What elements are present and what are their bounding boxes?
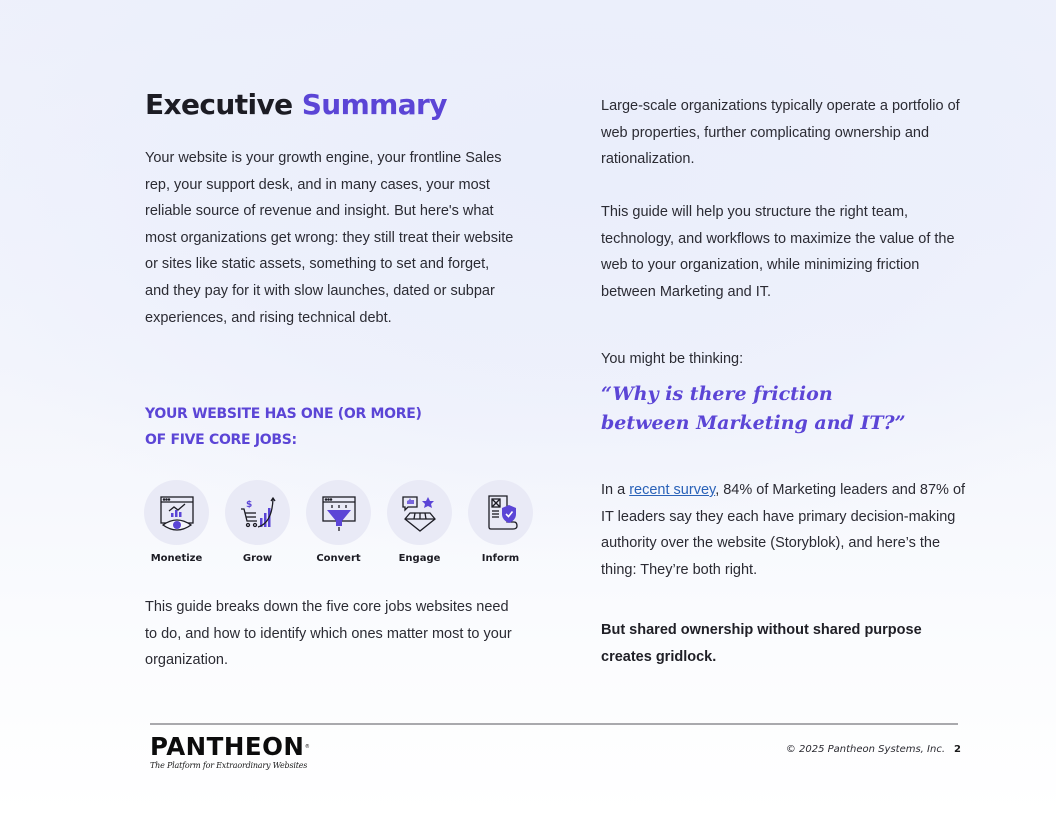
pull-quote (601, 380, 981, 438)
jobs-heading-line-1: YOUR WEBSITE HAS ONE (OR MORE) (145, 406, 422, 422)
core-jobs-row (144, 480, 533, 564)
engage-icon (387, 480, 452, 545)
title-part-2-accent: Summary (301, 88, 447, 121)
logo-tagline: The Platform for Extraordinary Websites (150, 761, 308, 770)
job-label-inform: Inform (481, 553, 520, 564)
job-monetize (144, 480, 209, 564)
page-title (145, 88, 447, 121)
job-inform (468, 480, 533, 564)
portfolio-paragraph: Large-scale organizations typically operate a portfolio of web properties, further complicating ownership and rationalization. (601, 98, 960, 168)
page-number: 2 (954, 744, 961, 755)
pull-quote-line-2: between Marketing and IT?” (601, 412, 906, 434)
footer-divider (150, 723, 958, 725)
job-engage (387, 480, 452, 564)
job-label-monetize: Monetize (150, 553, 203, 564)
pull-quote-line-1: “Why is there friction (601, 383, 833, 405)
job-convert (306, 480, 371, 564)
intro-paragraph: Your website is your growth engine, your frontline Sales rep, your support desk, and in many cases, your most reliable source of revenue and insight. But here's what most organizations get wrong: they still treat their website or sites like static assets, something to set and forget, and they pay for it with slow launches, dated or subpar experiences, and rising technical debt. (145, 150, 514, 326)
jobs-heading (145, 401, 422, 453)
svg-text:$: $ (245, 499, 252, 510)
copyright-text: © 2025 Pantheon Systems, Inc. (785, 744, 945, 755)
jobs-heading-line-2: OF FIVE CORE JOBS: (145, 432, 297, 448)
job-label-grow: Grow (242, 553, 273, 564)
logo-wordmark: PANTHEON ® (150, 732, 311, 761)
thinking-paragraph: You might be thinking: (601, 351, 744, 367)
title-part-1: Executive (145, 88, 293, 121)
gridlock-paragraph: But shared ownership without shared purpose creates gridlock. (601, 622, 922, 665)
pantheon-logo (150, 732, 311, 770)
registered-mark: ® (304, 744, 311, 750)
guide-paragraph: This guide will help you structure the right team, technology, and workflows to maximize the value of the web to your organization, while minimizing friction between Marketing and IT. (601, 204, 955, 300)
recent-survey-link[interactable]: recent survey (629, 482, 716, 498)
grow-icon (225, 480, 290, 545)
monetize-icon (144, 480, 209, 545)
job-label-convert: Convert (316, 553, 361, 564)
survey-suffix: , 84% of Marketing leaders and 87% of IT leaders say they each have primary decision-making authority over the website (Storyblok), and here’s the thing: They’re both right. (601, 482, 966, 578)
outro-paragraph: This guide breaks down the five core jobs websites need to do, and how to identify which ones matter most to your organization. (145, 599, 512, 669)
survey-prefix: In a (601, 482, 630, 498)
job-label-engage: Engage (398, 553, 441, 564)
inform-icon (468, 480, 533, 545)
convert-icon (306, 480, 371, 545)
survey-paragraph (601, 477, 971, 583)
job-grow (225, 480, 290, 564)
